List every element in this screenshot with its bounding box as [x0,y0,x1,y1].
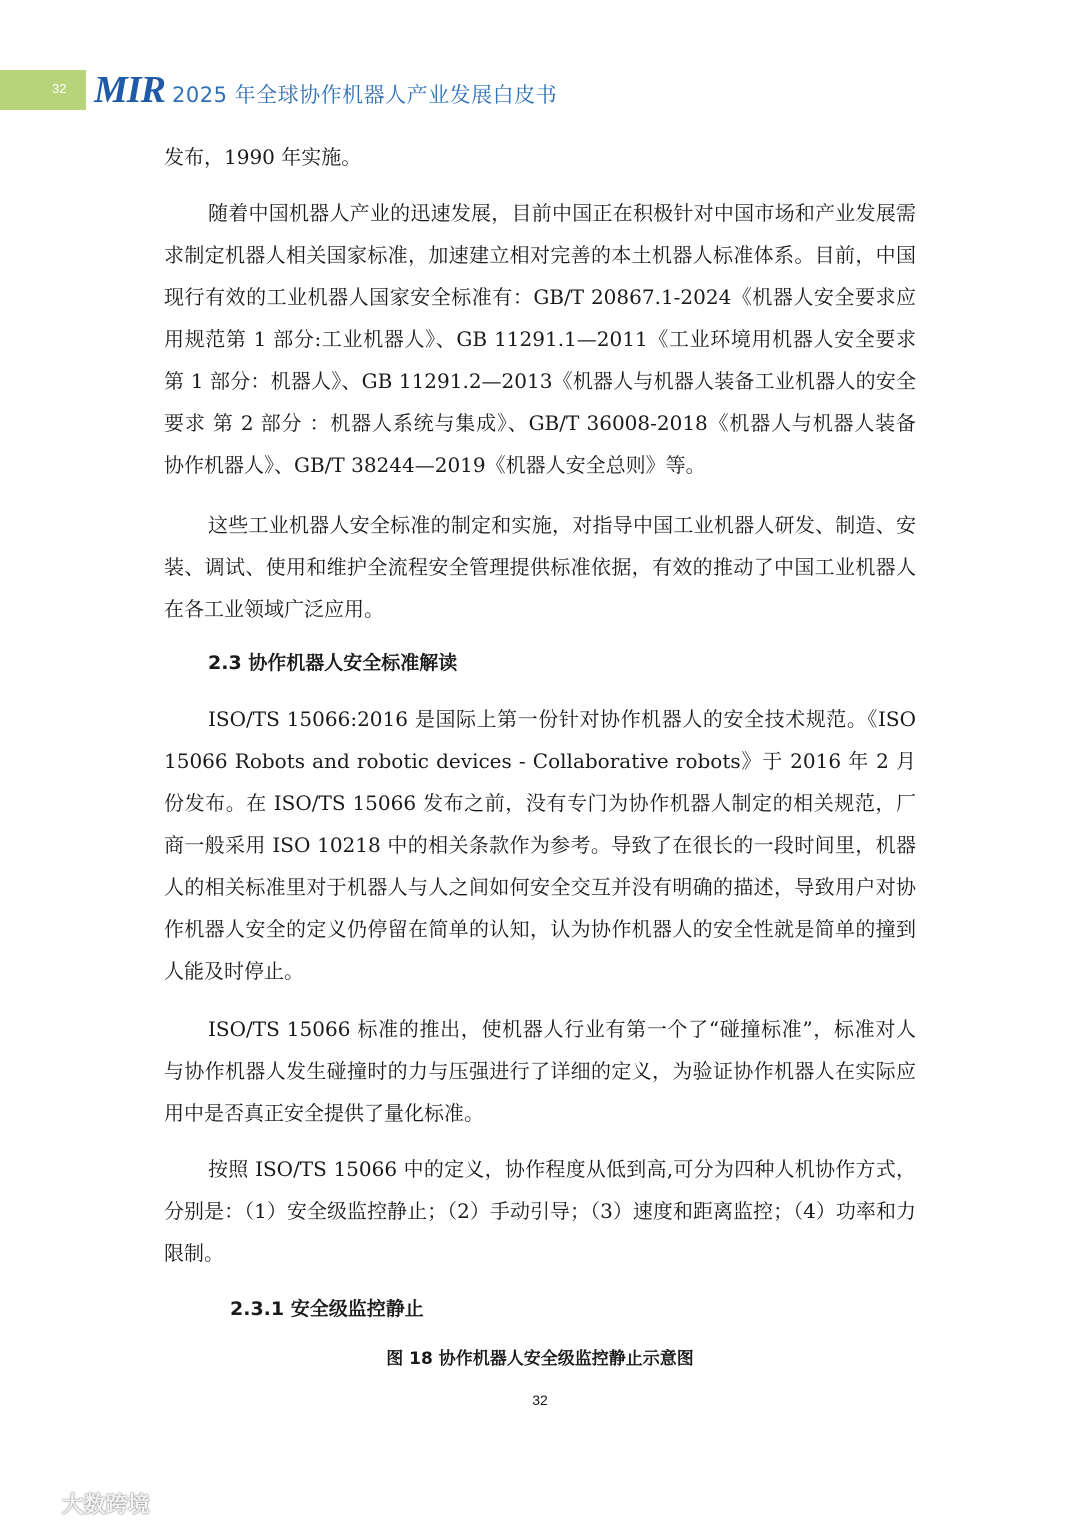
header-page-tab [0,70,86,110]
paragraph-1: 随着中国机器人产业的迅速发展，目前中国正在积极针对中国市场和产业发展需求制定机器人相关国家标准，加速建立相对完善的本土机器人标准体系。目前，中国现行有效的工业机器人国家安全标准有：GB/T 20867.1-2024《机器人安全要求应用规范第 1 部分:工业机器人》、GB 11291.1—2011《工业环境用机器人安全要求 第 1 部分：机器人》、GB 11291.2—2013《机器人与机器人装备工业机器人的安全要求 第 2 部分 ：机器人系统与集成》、GB/T 36008-2018《机器人与机器人装备 协作机器人》、GB/T 38244—2019《机器人安全总则》等。 [164,201,916,477]
header-page-number: 32 [52,81,67,96]
paragraph-2: 这些工业机器人安全标准的制定和实施，对指导中国工业机器人研发、制造、安装、调试、使用和维护全流程安全管理提供标准依据，有效的推动了中国工业机器人在各工业领域广泛应用。 [164,513,916,621]
paragraph-5: 按照 ISO/TS 15066 中的定义，协作程度从低到高,可分为四种人机协作方式，分别是：（1）安全级监控静止；（2）手动引导；（3）速度和距离监控；（4）功率和力限制。 [164,1157,916,1265]
figure-caption: 图 18 协作机器人安全级监控静止示意图 [386,1349,694,1369]
section-heading-2-3: 2.3 协作机器人安全标准解读 [208,652,458,674]
paragraph-3: ISO/TS 15066:2016 是国际上第一份针对协作机器人的安全技术规范。《ISO 15066 Robots and robotic devices - Collaborative robots》于 2016 年 2 月份发布。在 ISO/TS 15066 发布之前，没有专门为协作机器人制定的相关规范，厂商一般采用 ISO 10218 中的相关条款作为参考。导致了在很长的一段时间里，机器人的相关标准里对于机器人与人之间如何安全交互并没有明确的描述，导致用户对协作机器人安全的定义仍停留在简单的认知，认为协作机器人的安全性就是简单的撞到人能及时停止。 [164,707,916,983]
paragraph-0: 发布，1990 年实施。 [164,145,362,169]
section-heading-2-3-1: 2.3.1 安全级监控静止 [230,1298,424,1320]
paragraph-4: ISO/TS 15066 标准的推出，使机器人行业有第一个了“碰撞标准”，标准对人与协作机器人发生碰撞时的力与压强进行了详细的定义，为验证协作机器人在实际应用中是否真正安全提供了量化标准。 [164,1017,916,1125]
watermark [10,1488,150,1519]
mir-logo: MIR [94,69,165,111]
document-title: 2025 年全球协作机器人产业发展白皮书 [172,83,558,107]
watermark-text: 大数跨境 [61,1493,150,1518]
watermark-logo-icon [10,1494,50,1518]
footer-page-number: 32 [532,1392,548,1408]
